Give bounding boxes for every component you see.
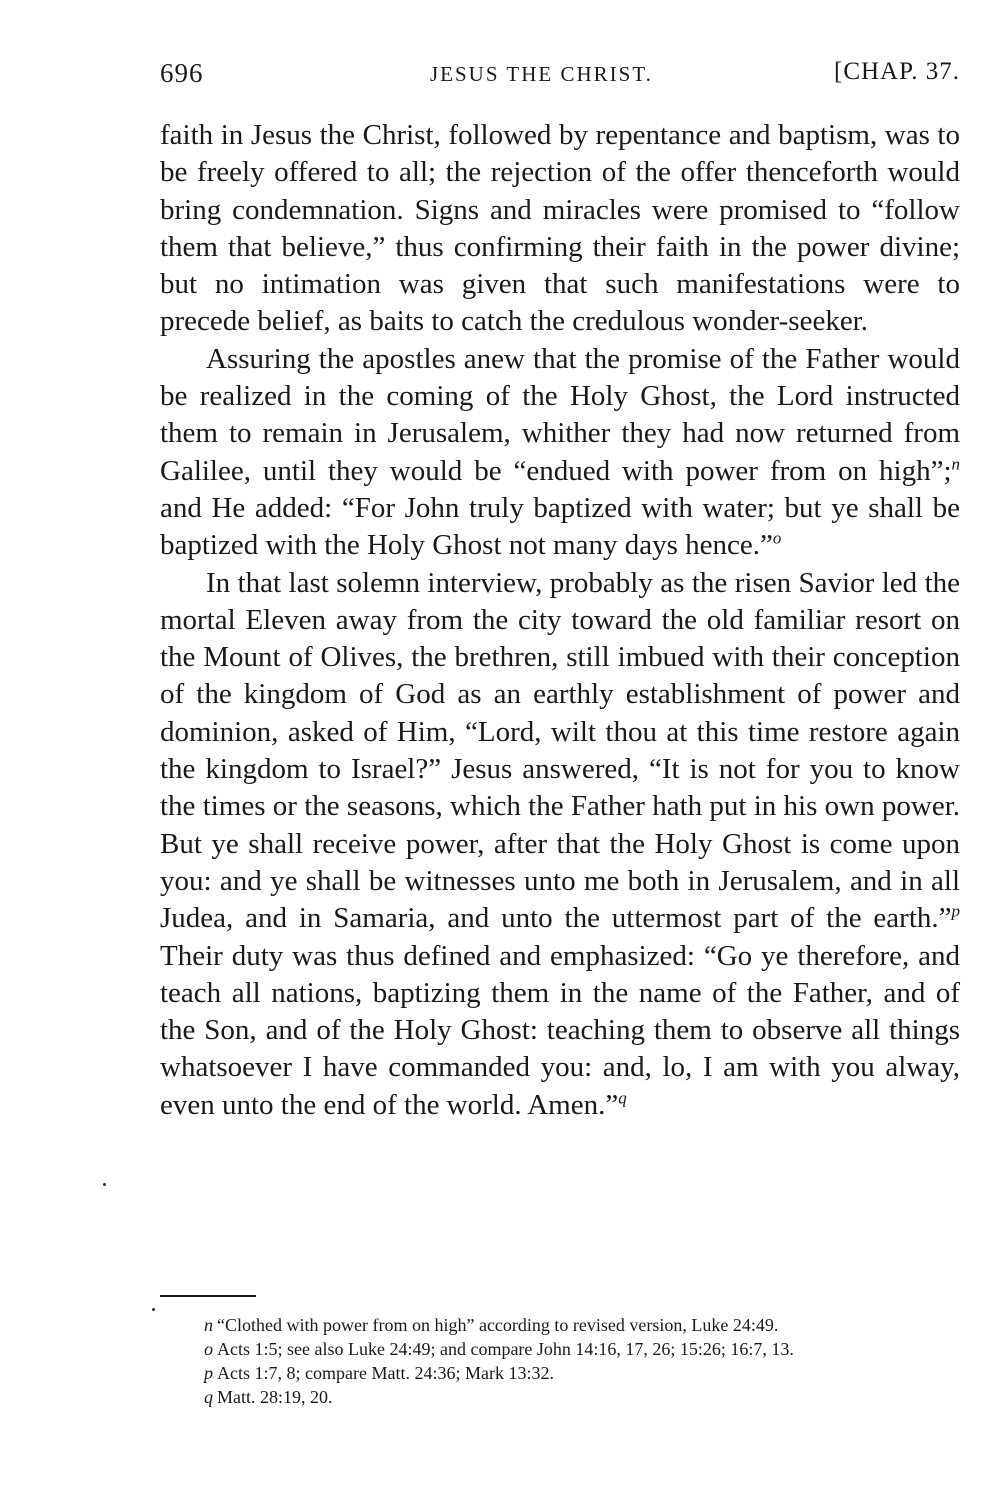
page-header [160, 58, 960, 98]
footnote-ref-p[interactable]: p [951, 901, 960, 921]
footnote-p [160, 1362, 960, 1384]
footnote-marker: n [204, 1315, 213, 1335]
footnote-n [160, 1314, 960, 1336]
footnote-marker: p [204, 1363, 213, 1383]
footnote-text: Acts 1:7, 8; compare Matt. 24:36; Mark 13:32. [217, 1363, 554, 1383]
footnote-ref-o[interactable]: o [772, 528, 782, 548]
chapter-label: [CHAP. 37. [834, 58, 960, 85]
paragraph-2 [160, 341, 960, 565]
paragraph-2-text-b: and He added: “For John truly baptized with water; but ye shall be baptized with the Holy Ghost not many days hence.” [160, 491, 960, 562]
paragraph-3-text-a: In that last solemn interview, probably as the risen Savior led the mortal Eleven away from the city toward the old familiar resort on the Mount of Olives, the brethren, still imbued with their conception of the kingdom of God as an earthly establishment of power and dominion, asked of Him, “Lord, wilt thou at this time restore again the kingdom to Israel?” Jesus answered, “It is not for you to know the times or the seasons, which the Father hath put in his own power. But ye shall receive power, after that the Holy Ghost is come upon you: and ye shall be witnesses unto me both in Jerusalem, and in all Judea, and in Samaria, and unto the uttermost part of the earth.” [160, 566, 960, 935]
body-text [160, 117, 960, 1124]
scan-speck [152, 1308, 155, 1311]
footnote-ref-n[interactable]: n [951, 454, 960, 474]
scan-speck [103, 1183, 106, 1186]
footnote-text: Matt. 28:19, 20. [217, 1387, 333, 1407]
footnote-ref-q[interactable]: q [618, 1088, 627, 1108]
paragraph-2-text-a: Assuring the apostles anew that the promise of the Father would be realized in the coming of the Holy Ghost, the Lord instructed them to remain in Jerusalem, whither they had now returned from Galilee, until they would be “endued with power from on high”; [160, 342, 960, 487]
footnote-text: Acts 1:5; see also Luke 24:49; and compare John 14:16, 17, 26; 15:26; 16:7, 13. [217, 1339, 794, 1359]
footnote-marker: o [204, 1339, 213, 1359]
footnote-q [160, 1386, 960, 1408]
paragraph-1: faith in Jesus the Christ, followed by repentance and baptism, was to be freely offered to all; the rejection of the offer thenceforth would bring condemnation. Signs and miracles were promised to “follow them that believe,” thus confirming their faith in the power divine; but no intimation was given that such manifestations were to precede belief, as baits to catch the credulous wonder-seeker. [160, 119, 960, 338]
footnote-o [160, 1338, 960, 1360]
footnote-marker: q [204, 1387, 213, 1407]
page-number: 696 [160, 58, 204, 88]
footnote-divider [160, 1295, 256, 1297]
paragraph-3 [160, 565, 960, 1124]
footnotes [160, 1314, 960, 1410]
footnote-text: “Clothed with power from on high” according to revised version, Luke 24:49. [217, 1315, 779, 1335]
paragraph-3-text-b: Their duty was thus defined and emphasized: “Go ye therefore, and teach all nations, baptizing them in the name of the Father, and of the Son, and of the Holy Ghost: teaching them to observe all things whatsoever I have commanded you: and, lo, I am with you alway, even unto the end of the world. Amen.” [160, 939, 960, 1121]
running-title: JESUS THE CHRIST. [430, 62, 653, 86]
